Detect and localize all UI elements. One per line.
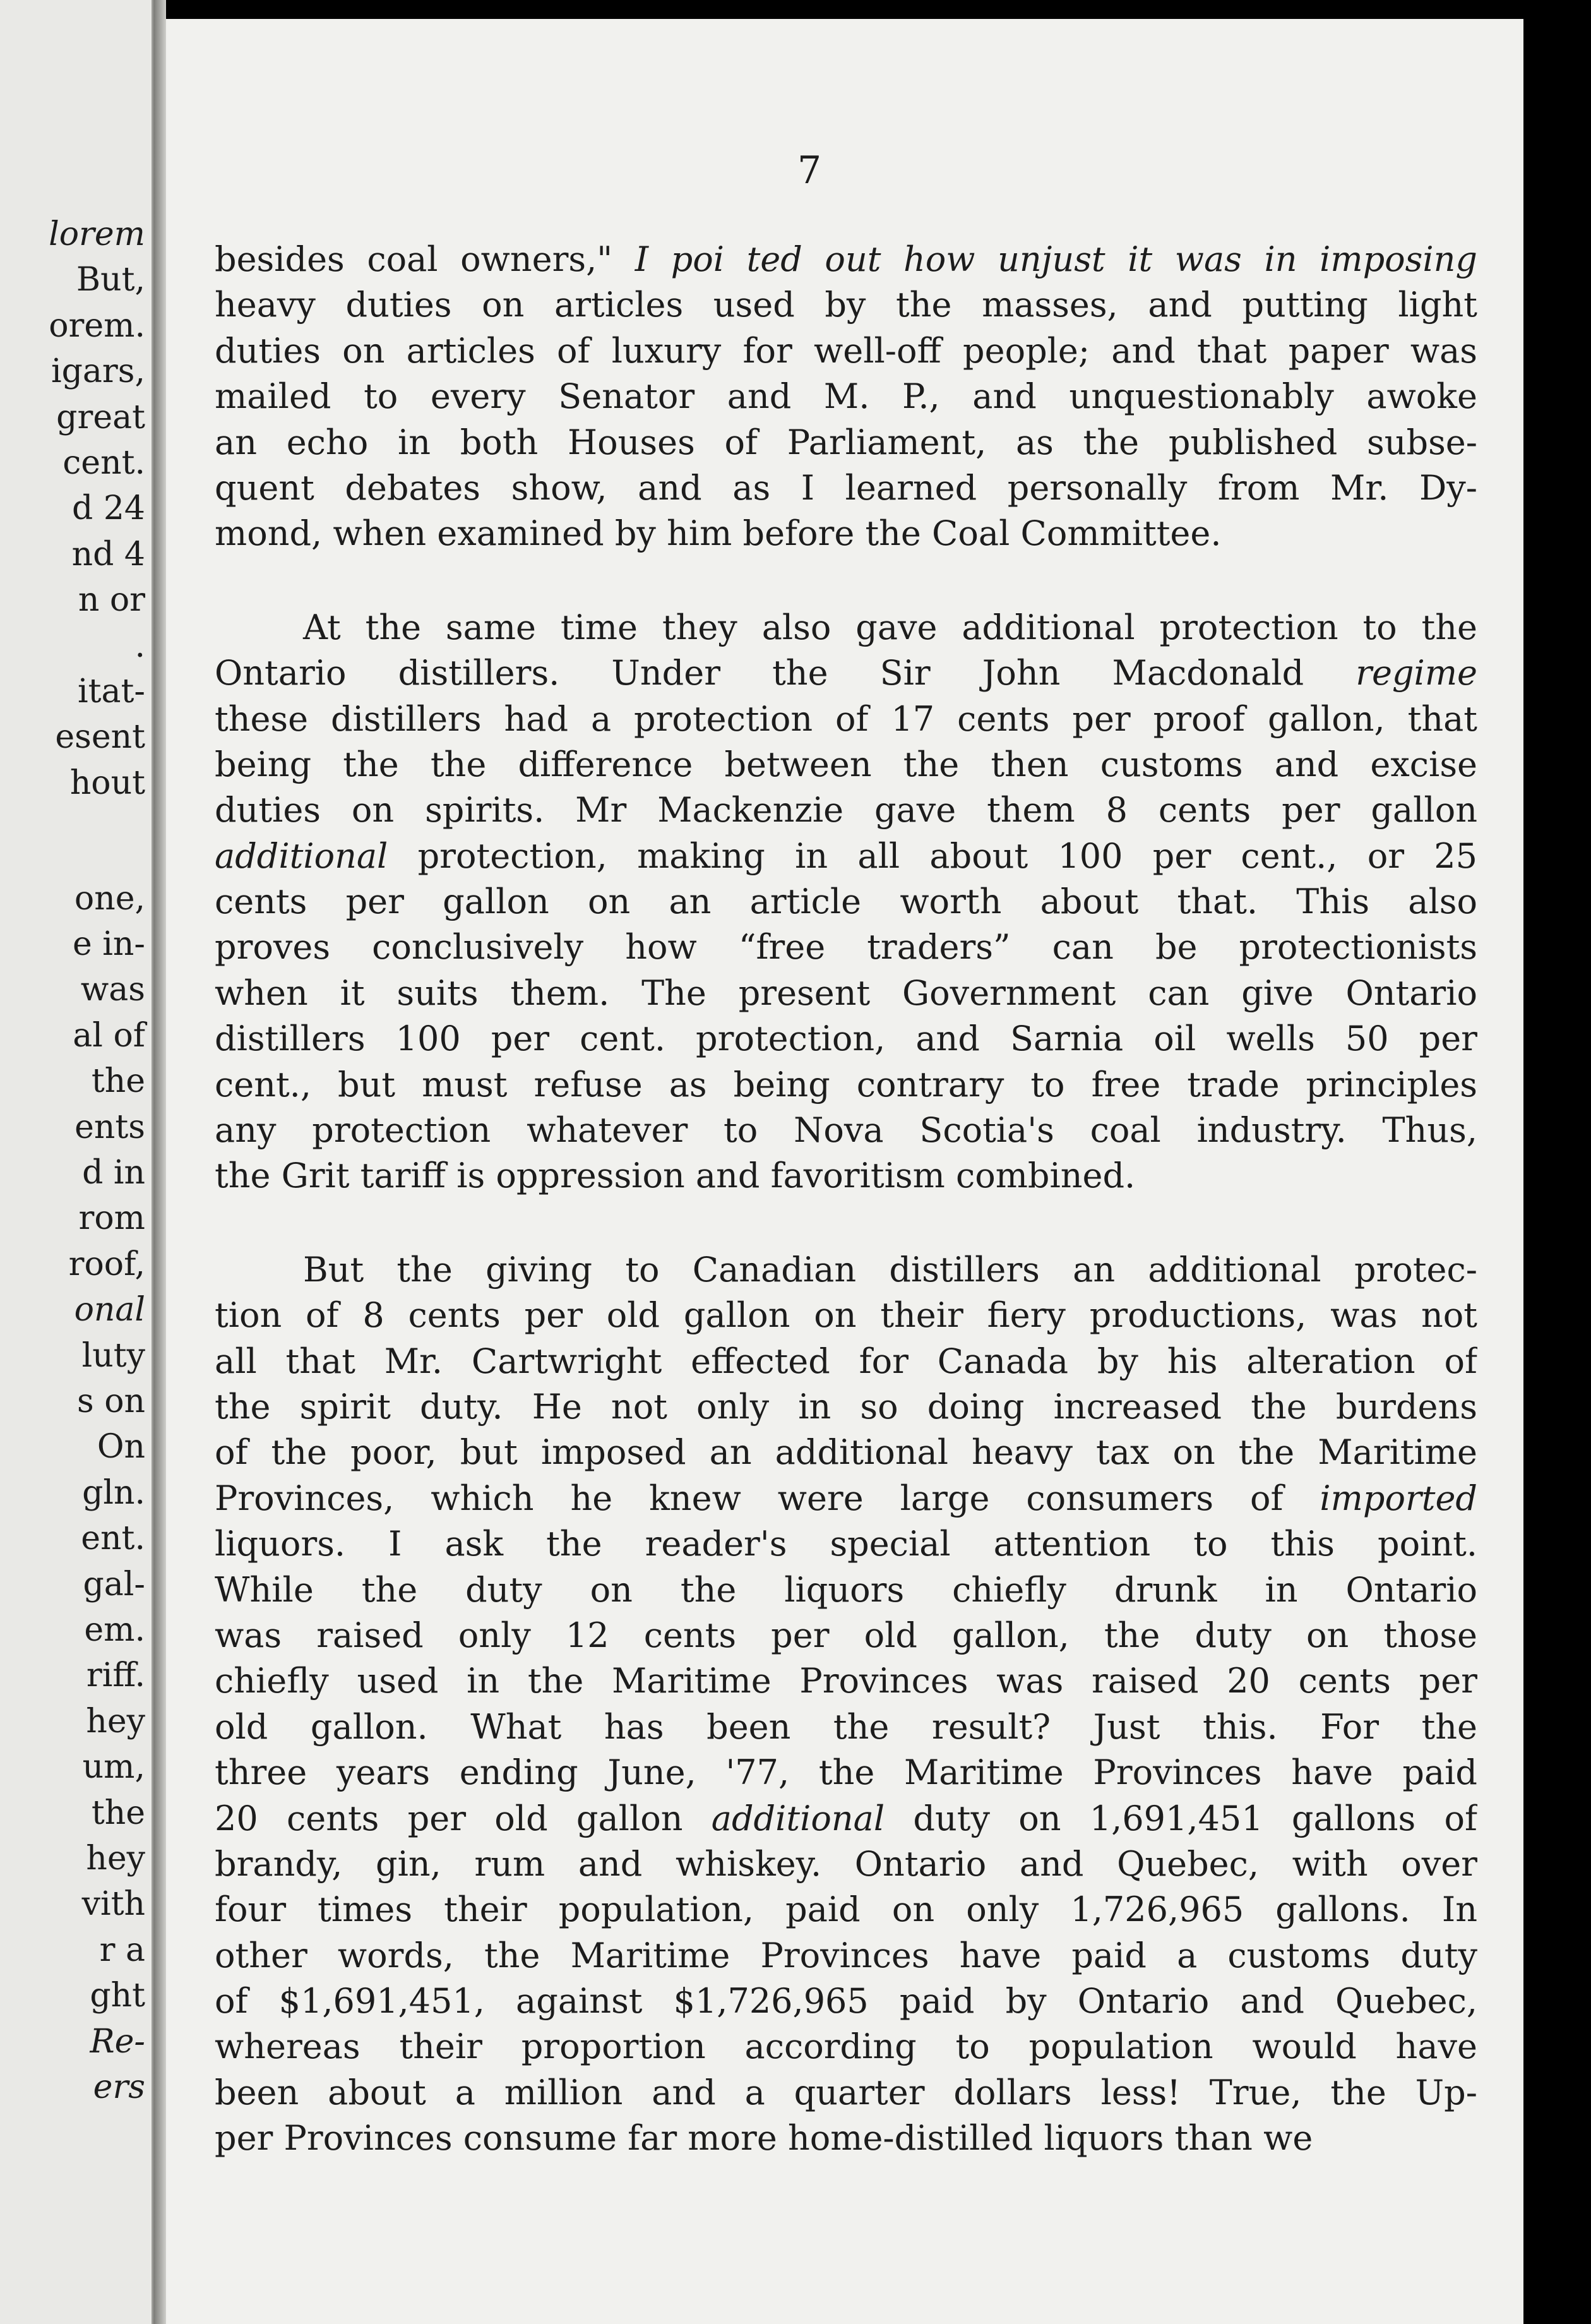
text-run: chiefly used in the Maritime Provinces was raised 20 cents per (215, 1661, 1477, 1701)
text-run: any protection whatever to Nova Scotia's coal industry. Thus, (215, 1110, 1477, 1151)
text-run: cent., but must refuse as being contrary to free trade principles (215, 1064, 1477, 1105)
text-line (215, 1658, 1477, 1704)
text-line (215, 971, 1477, 1016)
facing-page-text: ers (93, 2068, 145, 2106)
italic-text: imported (1320, 1478, 1477, 1518)
body-text (215, 237, 1477, 2162)
facing-page-text: ent. (81, 1519, 145, 1558)
text-line (215, 237, 1477, 282)
text-run: Provinces, which he knew were large consumers of (215, 1478, 1320, 1518)
text-run: duty on 1,691,451 gallons of (885, 1798, 1477, 1838)
text-line (215, 1521, 1477, 1567)
facing-page-text: um, (82, 1748, 145, 1787)
page-number: 7 (797, 148, 822, 193)
facing-page-text: . (134, 626, 145, 665)
text-line (215, 1750, 1477, 1795)
facing-page-text: s on (76, 1382, 145, 1420)
text-line (215, 1062, 1477, 1108)
facing-page-text: esent (55, 718, 145, 757)
facing-page-text: al of (73, 1016, 145, 1055)
text-line (215, 1796, 1477, 1842)
text-run: three years ending June, '77, the Maritime Provinces have paid (215, 1752, 1477, 1793)
text-line (215, 1016, 1477, 1062)
text-run: proves conclusively how “free traders” can be protectionists (215, 927, 1477, 967)
facing-page-text: was (80, 971, 145, 1009)
facing-page-text: d in (82, 1154, 145, 1192)
text-run: an echo in both Houses of Parliament, as the published subse- (215, 422, 1477, 462)
text-run: four times their population, paid on only 1,726,965 gallons. In (215, 1890, 1477, 1930)
paragraph (215, 237, 1477, 557)
text-run: While the duty on the liquors chiefly drunk in Ontario (215, 1569, 1477, 1610)
text-line (215, 1339, 1477, 1384)
text-line (215, 650, 1477, 696)
facing-page-text: roof, (68, 1245, 145, 1283)
facing-page-text: lorem (49, 215, 145, 253)
facing-page-text: gln. (82, 1473, 145, 1512)
text-run: whereas their proportion according to population would have (215, 2027, 1477, 2067)
facing-page-text: one, (74, 879, 145, 918)
facing-page-text: orem. (49, 306, 145, 345)
text-line (215, 2070, 1477, 2116)
text-run: was raised only 12 cents per old gallon, the duty on those (215, 1615, 1477, 1655)
text-line (215, 2024, 1477, 2069)
text-line (215, 1153, 1477, 1199)
text-run: when it suits them. The present Government can give Ontario (215, 973, 1477, 1013)
text-run: other words, the Maritime Provinces have paid a customs duty (215, 1935, 1477, 1975)
facing-page-text: luty (81, 1336, 145, 1375)
text-line (215, 834, 1477, 879)
text-line (215, 1430, 1477, 1475)
document-page (166, 19, 1523, 2324)
text-run: quent debates show, and as I learned personally from Mr. Dy- (215, 467, 1477, 508)
text-line (215, 925, 1477, 970)
text-run: But the giving to Canadian distillers an additional protec- (303, 1249, 1477, 1290)
text-run: the spirit duty. He not only in so doing increased the burdens (215, 1386, 1477, 1427)
facing-page-text: hey (86, 1702, 145, 1740)
text-line (215, 374, 1477, 419)
facing-page-text: e in- (73, 925, 145, 963)
paragraph-gap (215, 1199, 1477, 1247)
text-line (215, 1293, 1477, 1338)
text-line (215, 511, 1477, 556)
text-line (215, 879, 1477, 925)
text-line (215, 1842, 1477, 1887)
facing-page-text: the (91, 1062, 145, 1101)
paragraph-gap (215, 557, 1477, 605)
facing-page-text: hout (69, 764, 145, 802)
book-gutter (153, 0, 166, 2324)
text-line (215, 465, 1477, 511)
facing-page-text: vith (81, 1885, 145, 1924)
text-run: old gallon. What has been the result? Just this. For the (215, 1706, 1477, 1747)
facing-page-text: em. (84, 1611, 145, 1649)
text-line (215, 697, 1477, 742)
text-run: brandy, gin, rum and whiskey. Ontario and Quebec, with over (215, 1843, 1477, 1884)
facing-page-text: igars, (51, 352, 145, 391)
facing-page-text: ght (90, 1977, 145, 2015)
facing-page-text: rom (78, 1199, 145, 1238)
text-run: mailed to every Senator and M. P., and unquestionably awoke (215, 376, 1477, 417)
text-line (215, 742, 1477, 788)
text-run: besides coal owners," (215, 239, 613, 279)
text-run: 20 cents per old gallon (215, 1798, 712, 1838)
facing-page-text: great (56, 398, 145, 436)
text-run: the Grit tariff is oppression and favoritism combined. (215, 1156, 1136, 1196)
facing-page-text: Re- (90, 2022, 145, 2061)
text-run: At the same time they also gave additional protection to the (303, 607, 1477, 647)
text-run: distillers 100 per cent. protection, and Sarnia oil wells 50 per (215, 1019, 1477, 1059)
paragraph (215, 1247, 1477, 2162)
text-run: all that Mr. Cartwright effected for Canada by his alteration of (215, 1341, 1477, 1381)
text-run: mond, when examined by him before the Coal Committee. (215, 513, 1222, 554)
text-run: Ontario distillers. Under the Sir John Macdonald (215, 653, 1356, 693)
text-run: of the poor, but imposed an additional heavy tax on the Maritime (215, 1432, 1477, 1473)
text-line (215, 605, 1477, 650)
text-line (215, 1247, 1477, 1293)
italic-text: additional (215, 836, 388, 876)
facing-page-text: itat- (78, 673, 145, 710)
facing-page-text: nd 4 (71, 535, 145, 573)
text-run: being the the difference between the then customs and excise (215, 744, 1477, 784)
facing-page-text: r a (99, 1931, 145, 1969)
text-line (215, 328, 1477, 374)
text-run: these distillers had a protection of 17 cents per proof gallon, that (215, 698, 1477, 739)
text-run: liquors. I ask the reader's special attention to this point. (215, 1524, 1477, 1564)
facing-page-text: cent. (63, 444, 145, 482)
text-line (215, 1613, 1477, 1658)
facing-page-text: onal (74, 1291, 145, 1329)
text-run: per Provinces consume far more home-distilled liquors than we (215, 2118, 1313, 2159)
text-line (215, 420, 1477, 465)
facing-page-text: d 24 (72, 489, 145, 528)
text-line (215, 1567, 1477, 1613)
text-line (215, 788, 1477, 833)
text-line (215, 1887, 1477, 1932)
paragraph (215, 605, 1477, 1199)
italic-text: additional (711, 1798, 885, 1838)
page-edge (1523, 19, 1591, 2324)
text-run: cents per gallon on an article worth about that. This also (215, 882, 1477, 922)
facing-page-fragment (0, 0, 153, 2324)
facing-page-text: hey (86, 1840, 145, 1878)
text-line (215, 1979, 1477, 2024)
text-line (215, 1476, 1477, 1521)
facing-page-text: gal- (83, 1565, 145, 1603)
facing-page-text: the (91, 1794, 145, 1832)
text-line (215, 1108, 1477, 1153)
italic-text: I poi ted out how unjust it was in imposing (612, 239, 1477, 279)
text-run: been about a million and a quarter dollars less! True, the Up- (215, 2072, 1477, 2112)
text-line (215, 282, 1477, 328)
facing-page-text: On (97, 1428, 145, 1466)
text-run: heavy duties on articles used by the masses, and putting light (215, 285, 1477, 325)
text-line (215, 2116, 1477, 2161)
italic-text: regime (1356, 653, 1477, 693)
text-run: duties on articles of luxury for well-off people; and that paper was (215, 330, 1477, 371)
text-line (215, 1704, 1477, 1750)
text-line (215, 1384, 1477, 1430)
facing-page-text: ents (74, 1108, 145, 1146)
facing-page-text: n or (78, 581, 145, 620)
text-run: duties on spirits. Mr Mackenzie gave them 8 cents per gallon (215, 790, 1477, 830)
text-run: protection, making in all about 100 per cent., or 25 (388, 836, 1477, 876)
text-run: tion of 8 cents per old gallon on their fiery productions, was not (215, 1295, 1477, 1336)
facing-page-text: But, (76, 261, 145, 299)
text-line (215, 1933, 1477, 1979)
text-run: of $1,691,451, against $1,726,965 paid by Ontario and Quebec, (215, 1981, 1477, 2022)
facing-page-text: riff. (86, 1656, 145, 1695)
